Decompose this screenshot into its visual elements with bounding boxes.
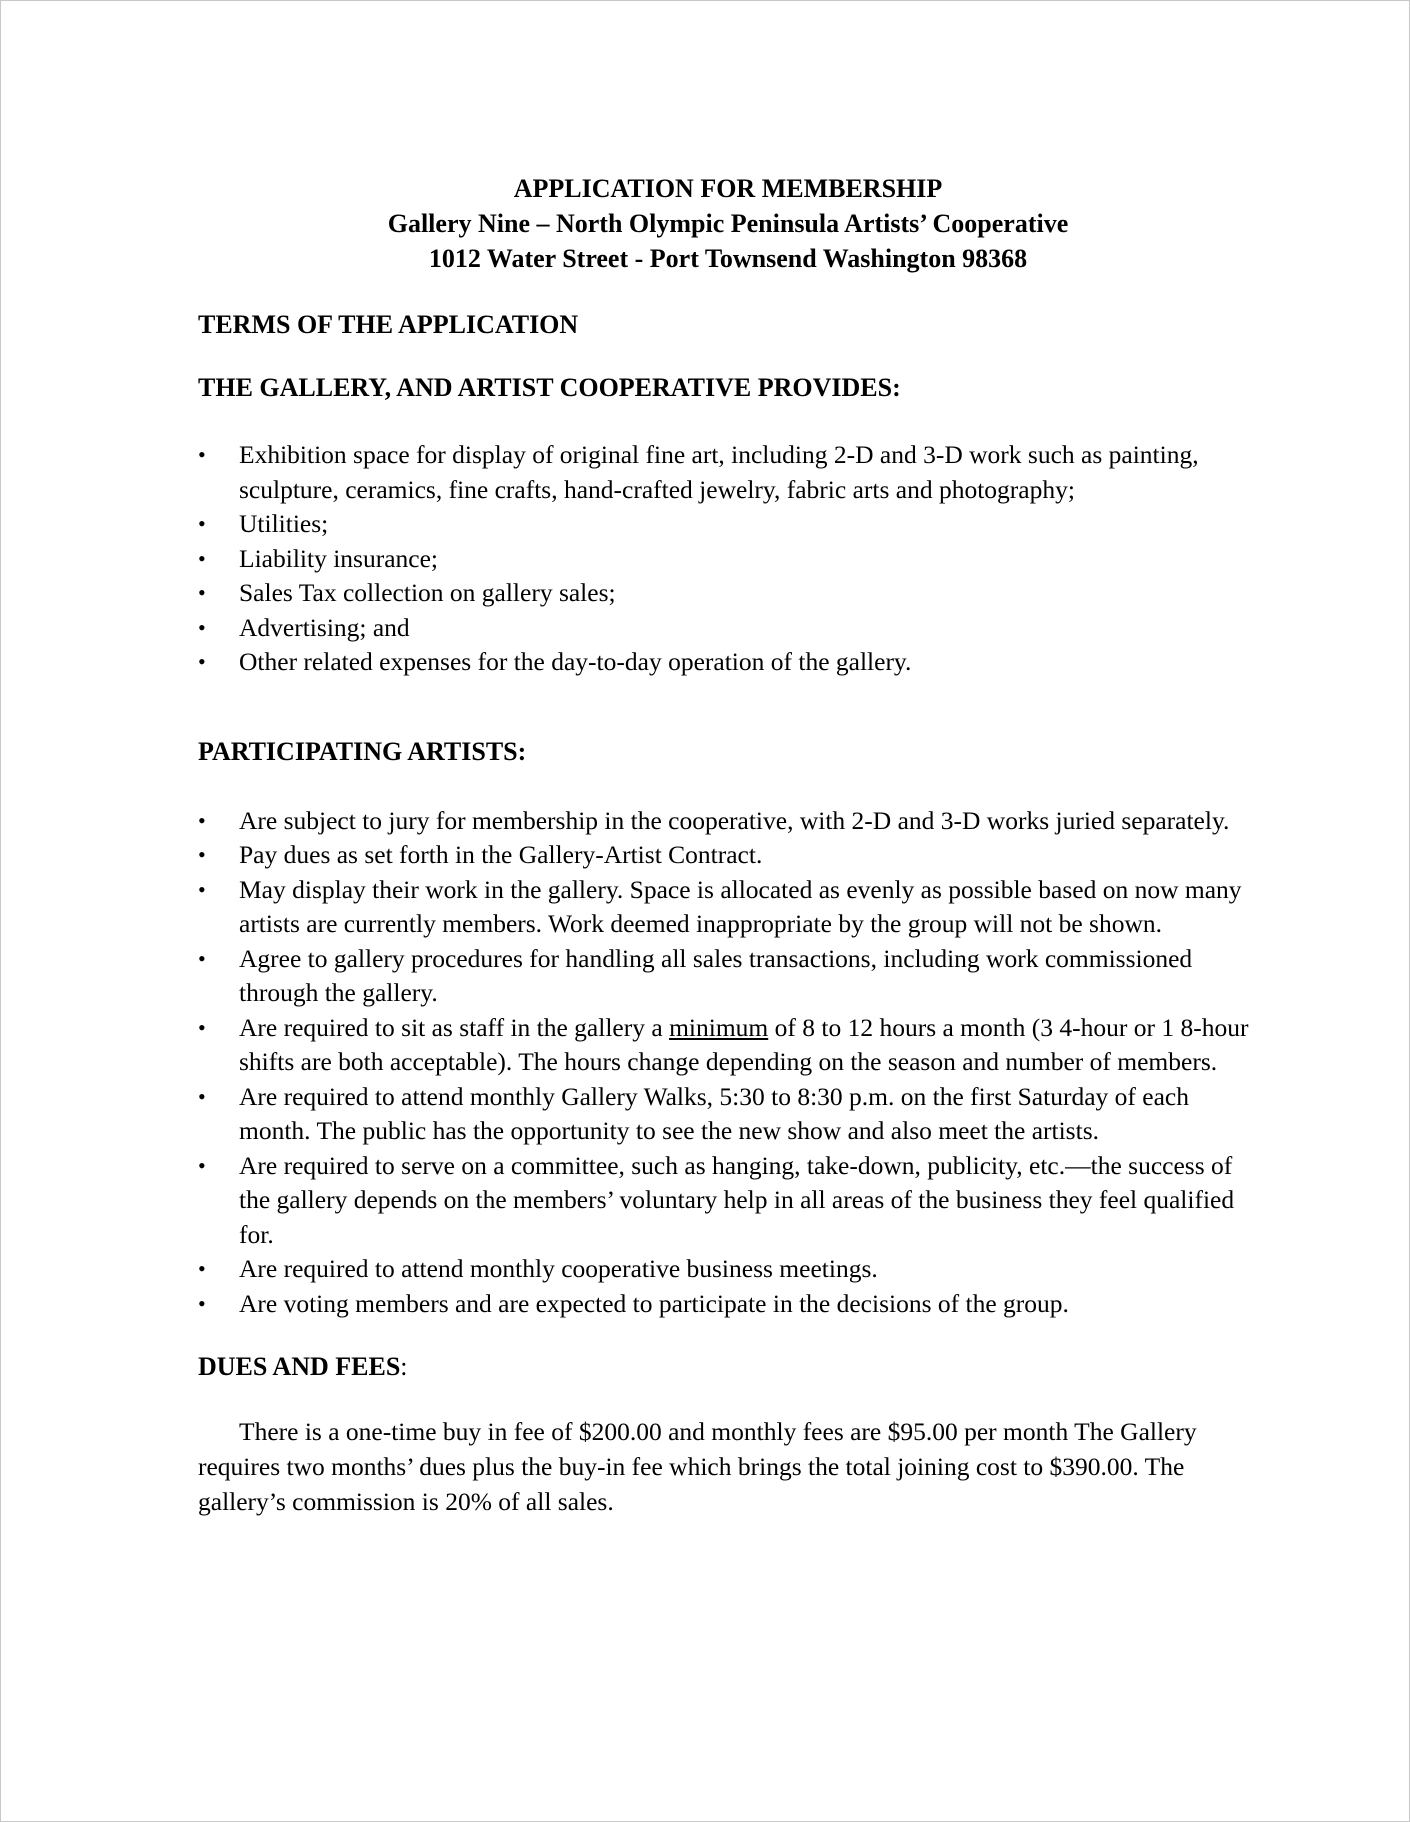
bullet-icon: • [198,511,206,536]
list-item: • Utilities; [198,507,1258,542]
list-item: • Are subject to jury for membership in the cooperative, with 2-D and 3-D works juried separately. [198,804,1258,839]
terms-heading: TERMS OF THE APPLICATION [198,310,579,339]
participating-heading: PARTICIPATING ARTISTS: [198,736,527,766]
list-item: • Exhibition space for display of original fine art, including 2-D and 3-D work such as painting, sculpture, ceramics, fine crafts, hand-crafted jewelry, fabric arts and photography; [198,440,1199,504]
document-body [198,171,1258,1519]
bullet-icon: • [198,1083,206,1109]
organization-name: Gallery Nine – North Olympic Peninsula Artists’ Cooperative [387,209,1069,238]
list-item: • Are required to attend monthly Gallery Walks, 5:30 to 8:30 p.m. on the first Saturday of each month. The public has the opportunity to see the new show and also meet the artists. [198,1081,1189,1145]
bullet-icon: • [198,876,206,902]
bullet-icon: • [198,842,206,867]
bullet-icon: • [198,1014,206,1040]
list-item: • Other related expenses for the day-to-day operation of the gallery. [198,645,1258,680]
participating-list [198,804,1258,1322]
provides-list [198,438,1258,680]
list-item: • Advertising; and [198,611,1258,646]
list-item: • Are required to sit as staff in the gallery a minimum of 8 to 12 hours a month (3 4-hour or 1 8-hour shifts are both acceptable). The hours change depending on the season and number of members. [198,1012,1249,1076]
dues-heading: DUES AND FEES: [198,1352,408,1381]
list-item: • Are voting members and are expected to participate in the decisions of the group. [198,1287,1258,1322]
list-item: • Agree to gallery procedures for handling all sales transactions, including work commissioned through the gallery. [198,943,1193,1007]
bullet-icon: • [198,1256,206,1281]
bullet-icon: • [198,945,206,971]
bullet-icon: • [198,649,206,674]
list-item: • Are required to attend monthly cooperative business meetings. [198,1252,1258,1287]
list-item: • Sales Tax collection on gallery sales; [198,576,1258,611]
organization-address: 1012 Water Street - Port Townsend Washington 98368 [428,244,1028,273]
bullet-icon: • [198,614,206,640]
bullet-icon: • [198,1290,206,1316]
document-title: APPLICATION FOR MEMBERSHIP [513,174,943,203]
minimum-emphasis: minimum [669,1012,769,1042]
provides-heading: THE GALLERY, AND ARTIST COOPERATIVE PROVIDES: [198,373,901,402]
list-item: • Are required to serve on a committee, such as hanging, take-down, publicity, etc.—the success of the gallery depends on the members’ voluntary help in all areas of the business they feel qualified for. [198,1150,1235,1249]
bullet-icon: • [198,545,206,571]
bullet-icon: • [198,807,206,833]
bullet-icon: • [198,442,206,467]
list-item: • Liability insurance; [198,542,1258,577]
bullet-icon: • [198,1152,206,1178]
bullet-icon: • [198,580,206,605]
document-header [198,171,1258,276]
list-item: • Pay dues as set forth in the Gallery-Artist Contract. [198,838,1258,873]
list-item: • May display their work in the gallery. Space is allocated as evenly as possible based on now many artists are currently members. Work deemed inappropriate by the group will not be shown. [198,874,1242,938]
dues-paragraph: There is a one-time buy in fee of $200.00 and monthly fees are $95.00 per month The Gallery requires two months’ dues plus the buy-in fee which brings the total joining cost to $390.00. The gallery’s commission is 20% of all sales. [198,1417,1197,1516]
